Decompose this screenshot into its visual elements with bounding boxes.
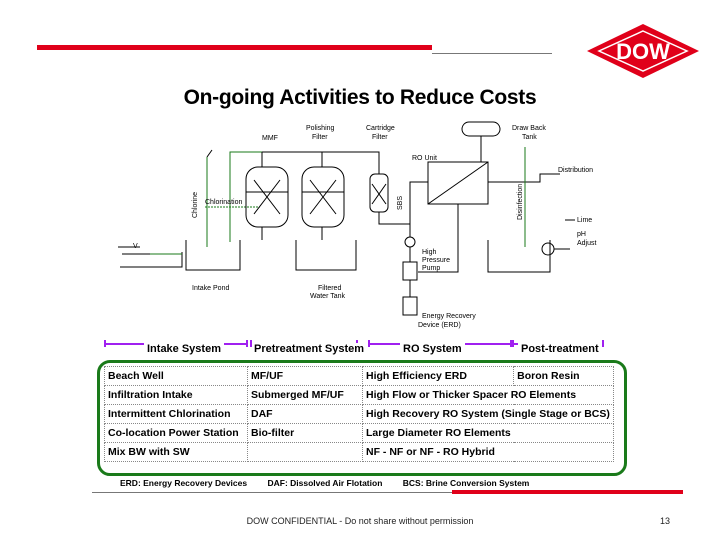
label-erd-2: Device (ERD) bbox=[418, 322, 461, 329]
table-row bbox=[105, 443, 614, 462]
legend-erd: ERD: Energy Recovery Devices bbox=[120, 478, 248, 488]
table-cell: Co-location Power Station bbox=[105, 424, 248, 443]
table-cell: High Efficiency ERD bbox=[363, 367, 514, 386]
label-cartridge-filter-1: Cartridge bbox=[366, 125, 395, 132]
bottom-divider-line bbox=[92, 492, 452, 493]
table-cell: Mix BW with SW bbox=[105, 443, 248, 462]
table-cell: High Recovery RO System (Single Stage or BCS) bbox=[363, 405, 614, 424]
label-polishing-filter-2: Filter bbox=[312, 134, 328, 141]
label-ph-adjust-2: Adjust bbox=[577, 240, 597, 247]
table-cell: Beach Well bbox=[105, 367, 248, 386]
category-pretreatment-system: Pretreatment System bbox=[254, 343, 365, 355]
page-title: On-going Activities to Reduce Costs bbox=[183, 86, 537, 109]
table-cell bbox=[248, 443, 363, 462]
label-chlorination: Chlorination bbox=[205, 199, 243, 206]
top-accent-bar bbox=[37, 45, 432, 50]
label-filtered-water-tank-1: Filtered bbox=[318, 285, 342, 292]
table-cell: Submerged MF/UF bbox=[248, 386, 363, 405]
table-cell: DAF bbox=[248, 405, 363, 424]
label-disinfection: Disinfection bbox=[517, 183, 524, 220]
table-row bbox=[105, 424, 614, 443]
table-row bbox=[105, 405, 614, 424]
label-cartridge-filter-2: Filter bbox=[372, 134, 388, 141]
table-cell: Intermittent Chlorination bbox=[105, 405, 248, 424]
label-sbs: SBS bbox=[397, 195, 404, 210]
process-flow-diagram bbox=[0, 112, 720, 342]
dow-logo bbox=[585, 22, 701, 80]
activities-table bbox=[104, 366, 614, 462]
label-ro-unit: RO Unit bbox=[412, 155, 437, 162]
category-intake-system: Intake System bbox=[144, 343, 224, 355]
abbreviation-legend bbox=[120, 478, 547, 488]
label-draw-back-tank-1: Draw Back bbox=[512, 125, 546, 132]
confidential-footer: DOW CONFIDENTIAL - Do not share without permission bbox=[246, 516, 474, 526]
table-cell: NF - NF or NF - RO Hybrid bbox=[363, 443, 614, 462]
label-intake-pond: Intake Pond bbox=[192, 285, 230, 292]
label-high-pressure-pump-1: High bbox=[422, 249, 437, 256]
label-high-pressure-pump-2: Pressure bbox=[422, 257, 451, 264]
label-mmf: MMF bbox=[262, 135, 278, 142]
table-cell: MF/UF bbox=[248, 367, 363, 386]
label-lime: Lime bbox=[577, 217, 593, 224]
label-chlorine: Chlorine bbox=[192, 191, 199, 218]
label-distribution: Distribution bbox=[558, 167, 594, 174]
legend-daf: DAF: Dissolved Air Flotation bbox=[267, 478, 383, 488]
svg-text:V: V bbox=[133, 243, 138, 250]
table-cell: Infiltration Intake bbox=[105, 386, 248, 405]
table-cell: High Flow or Thicker Spacer RO Elements bbox=[363, 386, 614, 405]
logo-text: DOW bbox=[616, 39, 670, 64]
legend-bcs: BCS: Brine Conversion System bbox=[402, 478, 530, 488]
label-ph-adjust-1: pH bbox=[577, 231, 586, 238]
label-draw-back-tank-2: Tank bbox=[522, 134, 537, 141]
page-number: 13 bbox=[660, 516, 671, 526]
bottom-accent-bar bbox=[452, 490, 683, 494]
table-row bbox=[105, 386, 614, 405]
label-erd-1: Energy Recovery bbox=[422, 313, 476, 320]
table-cell: Bio-filter bbox=[248, 424, 363, 443]
label-polishing-filter-1: Polishing bbox=[306, 125, 335, 132]
table-cell: Large Diameter RO Elements bbox=[363, 424, 614, 443]
top-divider-line bbox=[432, 53, 552, 54]
category-ro-system: RO System bbox=[400, 343, 465, 355]
table-cell: Boron Resin bbox=[514, 367, 614, 386]
category-post-treatment: Post-treatment bbox=[518, 343, 602, 355]
table-row bbox=[105, 367, 614, 386]
label-filtered-water-tank-2: Water Tank bbox=[310, 293, 346, 300]
label-high-pressure-pump-3: Pump bbox=[422, 265, 441, 272]
